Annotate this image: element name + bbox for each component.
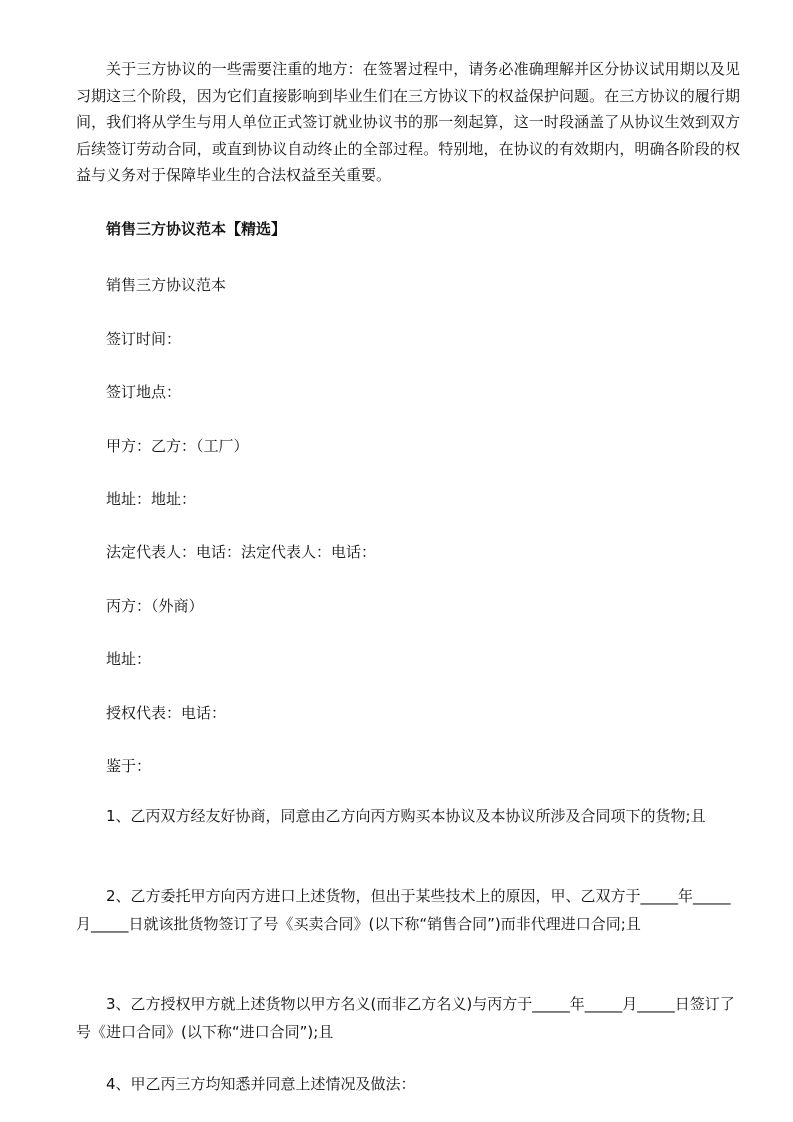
intro-paragraph: 关于三方协议的一些需要注重的地方：在签署过程中，请务必准确理解并区分协议试用期以及见习期这三个阶段，因为它们直接影响到毕业生们在三方协议下的权益保护问题。在三方协议的履行期间，我们将从学生与用人单位正式签订就业协议书的那一刻起算，这一时段涵盖了从协议生效到双方后续签订劳动合同，或直到协议自动终止的全部过程。特别地，在协议的有效期内，明确各阶段的权益与义务对于保障毕业生的合法权益至关重要。 [76,60,740,184]
section-heading: 销售三方协议范本【精选】 [106,220,287,238]
representative-a-b-line: 法定代表人：电话：法定代表人：电话： [106,543,377,561]
clause-2: 2、乙方委托甲方向丙方进口上述货物，但出于某些技术上的原因，甲、乙双方于_____年_____月_____日就该批货物签订了号《买卖合同》(以下称“销售合同”)而非代理进口合同;且 [76,887,731,933]
agreement-subtitle: 销售三方协议范本 [106,276,227,294]
clause-4: 4、甲乙丙三方均知悉并同意上述情况及做法： [106,1075,416,1093]
party-c-line: 丙方：（外商） [106,597,204,615]
party-a-b-line: 甲方：乙方：（工厂） [106,437,249,455]
sign-time-line: 签订时间： [106,330,182,348]
clause-3: 3、乙方授权甲方就上述货物以甲方名义(而非乙方名义)与丙方于_____年_____月_____日签订了号《进口合同》(以下称“进口合同”);且 [76,995,735,1041]
clause-1: 1、乙丙双方经友好协商，同意由乙方向丙方购买本协议及本协议所涉及合同项下的货物;且 [106,807,706,825]
whereas-line: 鉴于： [106,757,152,775]
address-a-b-line: 地址：地址： [106,490,197,508]
sign-place-line: 签订地点： [106,383,182,401]
representative-c-line: 授权代表：电话： [106,704,227,722]
address-c-line: 地址： [106,650,152,668]
